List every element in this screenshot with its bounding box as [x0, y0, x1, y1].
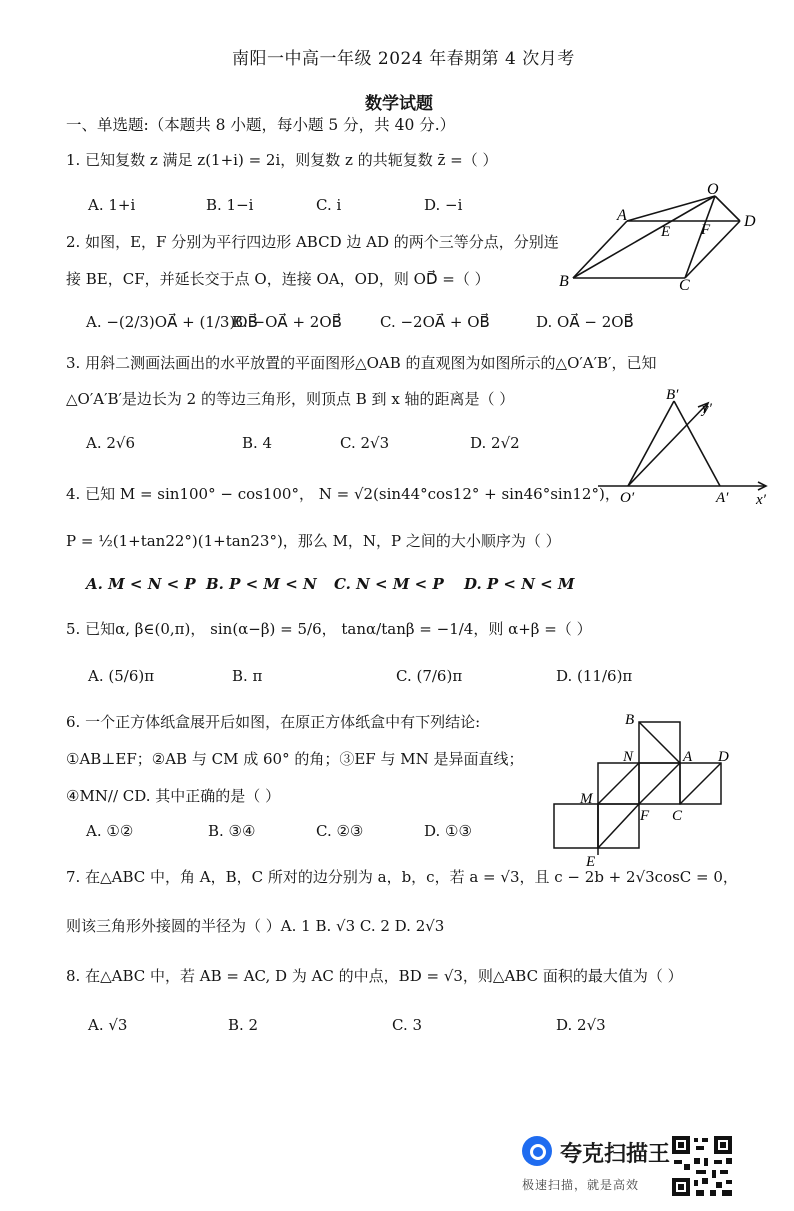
q6-option-b: B. ③④ [208, 822, 256, 840]
q3-option-c: C. 2√3 [340, 434, 390, 452]
label-B: B [625, 712, 635, 728]
q3-option-a: A. 2√6 [86, 434, 136, 452]
qr-code-icon [670, 1134, 734, 1198]
q1-option-b: B. 1−i [206, 196, 254, 214]
q1-option-a: A. 1+i [88, 196, 136, 214]
q6-option-d: D. ①③ [424, 822, 472, 840]
label-A-prime: A′ [716, 490, 729, 506]
q3-option-b: B. 4 [242, 434, 273, 452]
subject-title: 数学试题 [365, 94, 433, 114]
q2-option-a: A. −(2/3)OA⃗ + (1/3)OB⃗ [86, 313, 258, 331]
q8-option-d: D. 2√3 [556, 1016, 606, 1034]
question-3-stem-line2: △O′A′B′是边长为 2 的等边三角形，则顶点 B 到 x 轴的距离是（ ） [66, 390, 515, 408]
question-1-stem: 1. 已知复数 z 满足 z(1+i) = 2i，则复数 z 的共轭复数 z̄ =（ ） [66, 151, 498, 169]
q4-option-d: D. P < N < M [464, 575, 575, 593]
label-N: N [623, 749, 634, 765]
q4-option-c: C. N < M < P [334, 575, 444, 593]
label-C: C [672, 808, 683, 824]
label-A: A [617, 207, 627, 224]
question-7-stem-line2: 则该三角形外接圆的半径为（ ）A. 1 B. √3 C. 2 D. 2√3 [66, 917, 445, 935]
question-6-stem-line1: 6. 一个正方体纸盒展开后如图，在原正方体纸盒中有下列结论: [66, 713, 481, 731]
cube-net-figure [546, 710, 746, 870]
parallelogram-figure [555, 178, 765, 293]
q5-option-b: B. π [232, 667, 263, 685]
label-D: D [744, 213, 756, 230]
question-8-stem: 8. 在△ABC 中，若 AB = AC, D 为 AC 的中点，BD = √3，则△ABC 面积的最大值为（ ） [66, 967, 683, 985]
question-2-stem-line2: 接 BE，CF，并延长交于点 O，连接 OA，OD，则 OD⃗ =（ ） [66, 270, 490, 288]
label-B: B [559, 273, 569, 290]
question-4-stem-line1: 4. 已知 M = sin100° − cos100°， N = √2(sin44°cos12° + sin46°sin12°)， [66, 485, 620, 503]
label-y-prime: y′ [702, 401, 712, 417]
q6-option-c: C. ②③ [316, 822, 364, 840]
label-B-prime: B′ [666, 387, 679, 403]
q3-option-d: D. 2√2 [470, 434, 520, 452]
q5-option-a: A. (5/6)π [88, 667, 155, 685]
q8-option-a: A. √3 [88, 1016, 128, 1034]
label-F: F [701, 222, 711, 238]
question-6-stem-line2: ①AB⊥EF；②AB 与 CM 成 60° 的角；③EF 与 MN 是异面直线； [66, 750, 524, 768]
label-O: O [707, 181, 719, 198]
scanner-slogan: 极速扫描，就是高效 [522, 1178, 640, 1192]
scanner-logo-icon [522, 1136, 552, 1166]
q6-option-a: A. ①② [86, 822, 134, 840]
label-O-prime: O′ [620, 490, 635, 506]
question-7-stem-line1: 7. 在△ABC 中，角 A，B，C 所对的边分别为 a，b，c，若 a = √3，且 c − 2b + 2√3cosC = 0， [66, 868, 738, 886]
q2-option-d: D. OA⃗ − 2OB⃗ [536, 313, 634, 331]
question-2-stem-line1: 2. 如图，E，F 分别为平行四边形 ABCD 边 AD 的两个三等分点，分别连 [66, 233, 559, 251]
q1-option-c: C. i [316, 196, 342, 214]
q5-option-d: D. (11/6)π [556, 667, 633, 685]
scanner-brand: 夸克扫描王 [560, 1142, 671, 1167]
q2-option-b: B. −OA⃗ + 2OB⃗ [232, 313, 342, 331]
q8-option-b: B. 2 [228, 1016, 259, 1034]
q4-option-a: A. M < N < P [86, 575, 196, 593]
q1-option-d: D. −i [424, 196, 463, 214]
q8-option-c: C. 3 [392, 1016, 423, 1034]
exam-title: 南阳一中高一年级 2024 年春期第 4 次月考 [232, 49, 575, 69]
label-M: M [580, 791, 593, 807]
label-E: E [586, 854, 596, 870]
label-F: F [640, 808, 650, 824]
q2-option-c: C. −2OA⃗ + OB⃗ [380, 313, 490, 331]
q4-option-b: B. P < M < N [206, 575, 317, 593]
label-A: A [683, 749, 693, 765]
label-E: E [661, 224, 671, 240]
label-x-prime: x′ [756, 492, 766, 508]
label-C: C [679, 277, 690, 293]
section-heading: 一、单选题:（本题共 8 小题，每小题 5 分，共 40 分.） [66, 116, 456, 134]
label-D: D [718, 749, 729, 765]
q5-option-c: C. (7/6)π [396, 667, 463, 685]
question-3-stem-line1: 3. 用斜二测画法画出的水平放置的平面图形△OAB 的直观图为如图所示的△O′A′B′，已知 [66, 354, 657, 372]
question-6-stem-line3: ④MN// CD. 其中正确的是（ ） [66, 787, 281, 805]
oblique-triangle-figure [596, 383, 776, 508]
question-5-stem: 5. 已知α, β∈(0,π)， sin(α−β) = 5/6， tanα/tanβ = −1/4，则 α+β =（ ） [66, 620, 592, 638]
question-4-stem-line2: P = ½(1+tan22°)(1+tan23°)，那么 M，N，P 之间的大小顺序为（ ） [66, 532, 561, 550]
